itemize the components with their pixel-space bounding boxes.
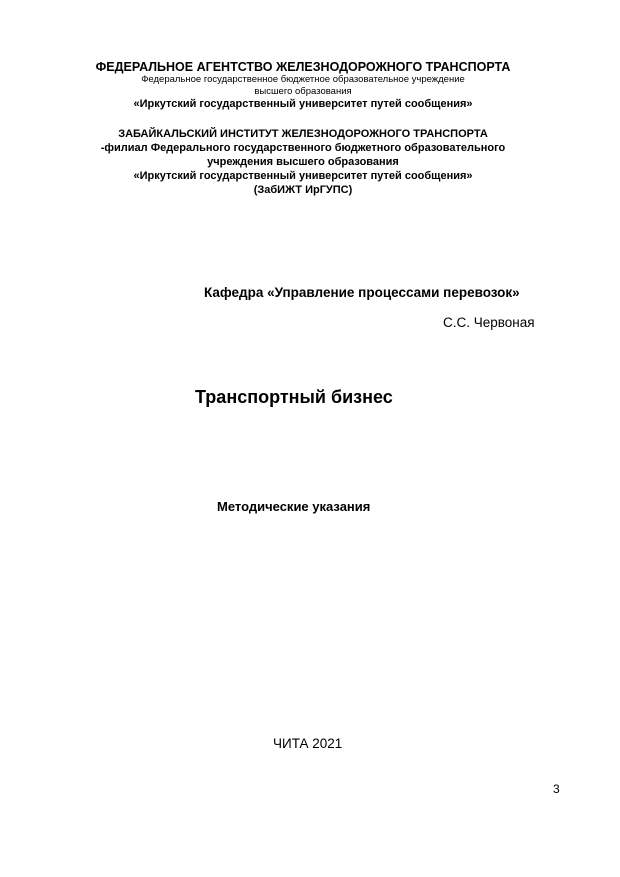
author-name: С.С. Червоная — [443, 315, 535, 330]
branch-name-line-3: учреждения высшего образования — [207, 156, 399, 168]
branch-name-line-4: «Иркутский государственный университет путей сообщения» — [133, 170, 473, 182]
branch-name-line-1: ЗАБАЙКАЛЬСКИЙ ИНСТИТУТ ЖЕЛЕЗНОДОРОЖНОГО ТРАНСПОРТА — [118, 128, 488, 140]
university-name: «Иркутский государственный университет путей сообщения» — [133, 98, 473, 110]
agency-name: ФЕДЕРАЛЬНОЕ АГЕНТСТВО ЖЕЛЕЗНОДОРОЖНОГО ТРАНСПОРТА — [95, 60, 511, 74]
document-subtitle: Методические указания — [217, 499, 371, 514]
institution-type-line-1: Федеральное государственное бюджетное образовательное учреждение — [141, 74, 465, 85]
branch-name-line-2: -филиал Федерального государственного бюджетного образовательного — [100, 142, 506, 154]
department-name: Кафедра «Управление процессами перевозок» — [204, 285, 520, 300]
branch-abbreviation: (ЗабИЖТ ИрГУПС) — [253, 184, 353, 196]
institution-type-line-2: высшего образования — [254, 86, 352, 97]
city-year: ЧИТА 2021 — [273, 736, 343, 751]
page-number: 3 — [553, 782, 560, 796]
document-title: Транспортный бизнес — [195, 387, 393, 407]
